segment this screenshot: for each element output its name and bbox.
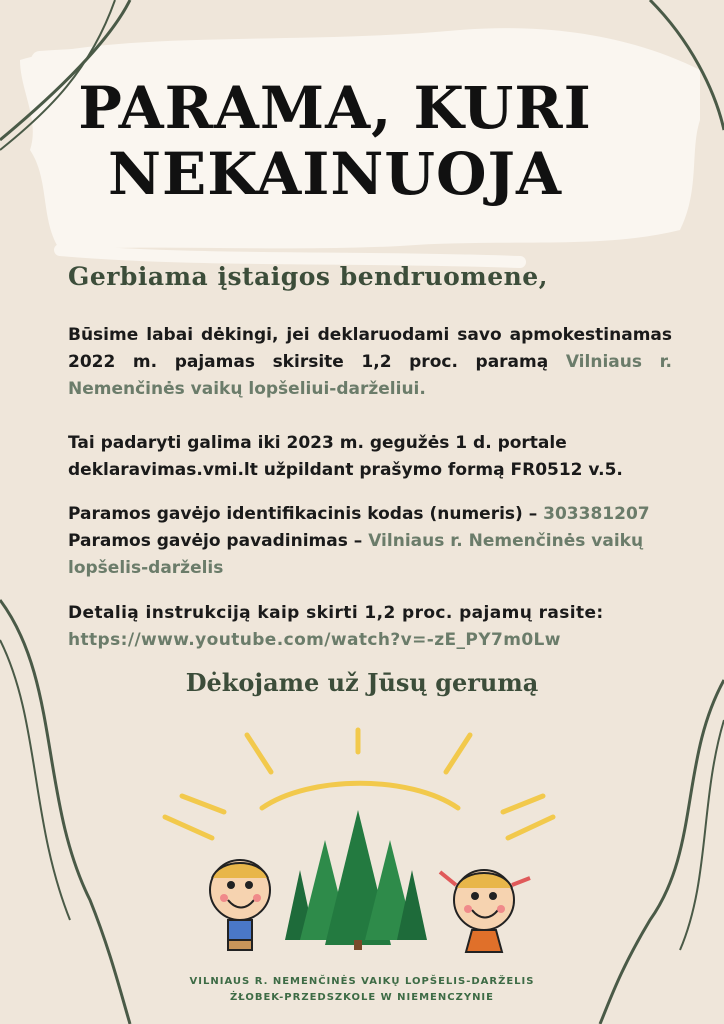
deadline-paragraph [68, 430, 672, 484]
boy-character-icon [210, 860, 270, 950]
deadline-line-2: deklaravimas.vmi.lt užpildant prašymo formą FR0512 v.5. [68, 460, 623, 480]
instruction-link[interactable]: https://www.youtube.com/watch?v=-zE_PY7m0Lw [68, 630, 561, 650]
greeting: Gerbiama įstaigos bendruomene, [68, 262, 548, 291]
deadline-line-1: Tai padaryti galima iki 2023 m. gegužės 1 d. portale [68, 433, 567, 453]
recipient-info [68, 501, 672, 582]
thanks-heading: Dėkojame už Jūsų gerumą [185, 668, 539, 697]
name-label: Paramos gavėjo pavadinimas – [68, 531, 369, 551]
pine-trees-icon [285, 810, 427, 950]
instruction-paragraph [68, 600, 672, 654]
name-value: Vilniaus r. Nemenčinės vaikų lopšelis-darželis [68, 531, 644, 578]
footer [0, 974, 724, 1006]
footer-line-2: ŻŁOBEK-PRZEDSZKOLE W NIEMENCZYNIE [230, 992, 494, 1003]
page-title [30, 75, 640, 207]
footer-line-1: VILNIAUS R. NEMENČINĖS VAIKŲ LOPŠELIS-DARŽELIS [189, 976, 535, 987]
request-text: Būsime labai dėkingi, jei deklaruodami savo apmokestinamas 2022 m. pajamas skirsite 1,2 proc. paramą [68, 325, 672, 372]
request-paragraph [68, 322, 672, 403]
illustration [0, 700, 724, 970]
instruction-text: Detalią instrukciją kaip skirti 1,2 proc. pajamų rasite: [68, 603, 604, 623]
title-line-1: PARAMA, KURI [78, 74, 592, 142]
code-label: Paramos gavėjo identifikacinis kodas (numeris) – [68, 504, 544, 524]
code-value: 303381207 [543, 504, 650, 524]
title-line-2: NEKAINUOJA [108, 140, 562, 208]
girl-character-icon [440, 870, 530, 952]
recipient-highlight: Vilniaus r. Nemenčinės vaikų lopšeliui-darželiui. [68, 352, 672, 399]
